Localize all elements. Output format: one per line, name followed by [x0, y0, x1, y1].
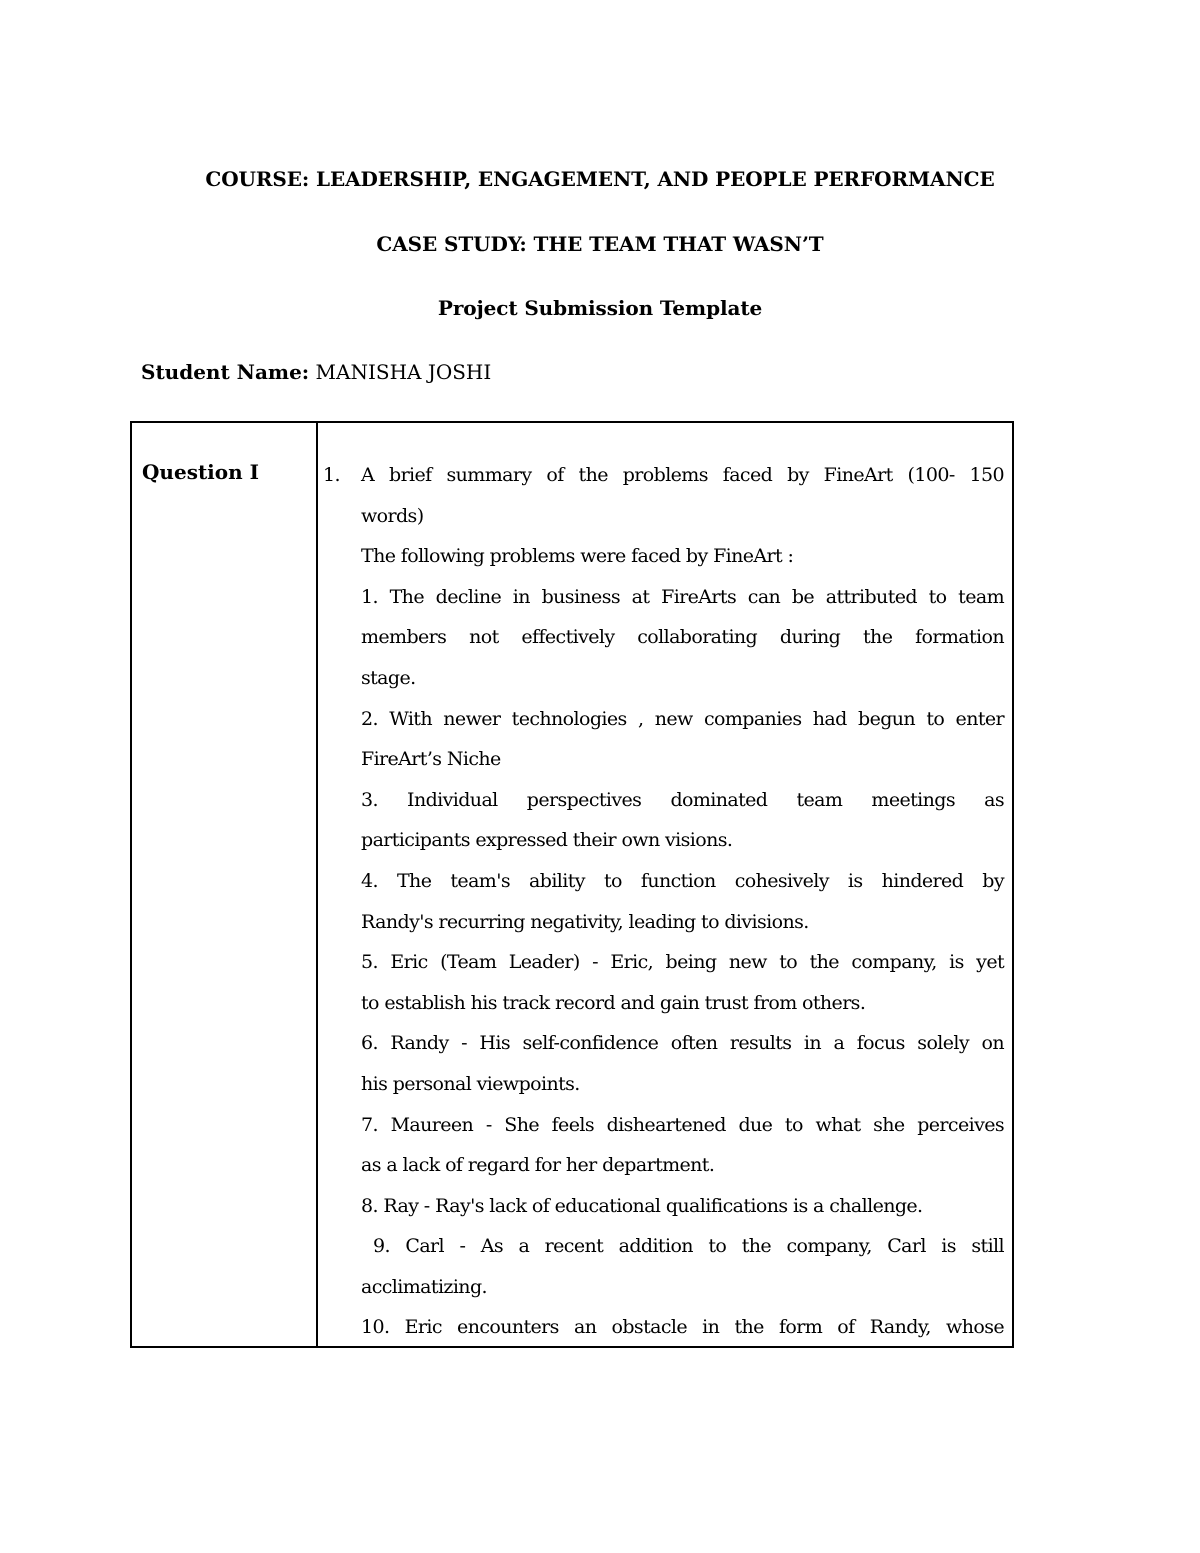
answer-line: his personal viewpoints.: [361, 1072, 580, 1095]
answer-line: [323, 455, 1004, 496]
student-name-label: Student Name:: [141, 360, 310, 384]
answer-line: as a lack of regard for her department.: [361, 1154, 715, 1177]
list-marker: 1.: [323, 464, 340, 486]
answer-line: 4. The team's ability to function cohesively is hindered by: [361, 869, 1004, 892]
answer-line: acclimatizing.: [361, 1275, 487, 1298]
case-study-title: CASE STUDY: THE TEAM THAT WASN’T: [376, 232, 824, 256]
student-name-line: [141, 359, 491, 385]
answer-line: 5. Eric (Team Leader) - Eric, being new to the company, is yet: [361, 951, 1004, 974]
answer-line: members not effectively collaborating during the formation: [361, 626, 1004, 649]
course-title: COURSE: LEADERSHIP, ENGAGEMENT, AND PEOPLE PERFORMANCE: [205, 167, 995, 191]
answer-line: stage.: [361, 666, 416, 689]
question-label: Question I: [142, 460, 259, 484]
answer-line: 7. Maureen - She feels disheartened due to what she perceives: [361, 1113, 1004, 1136]
answer-line: Randy's recurring negativity, leading to divisions.: [361, 910, 809, 933]
answer-line: words): [361, 504, 424, 527]
template-title: Project Submission Template: [437, 296, 763, 320]
answer-line: to establish his track record and gain trust from others.: [361, 991, 866, 1014]
answer-cell: [323, 455, 1004, 1345]
answer-line: The following problems were faced by FineArt :: [361, 545, 794, 568]
student-name-value: MANISHA JOSHI: [315, 360, 492, 384]
answer-line: 3. Individual perspectives dominated team meetings as: [361, 788, 1004, 811]
answer-line: FireArt’s Niche: [361, 748, 501, 771]
answer-line-text: A brief summary of the problems faced by FineArt (100- 150: [361, 464, 1004, 486]
table-column-divider: [316, 423, 318, 1346]
answer-line: 8. Ray - Ray's lack of educational qualifications is a challenge.: [361, 1194, 923, 1217]
answer-table: [130, 421, 1014, 1348]
answer-line: 9. Carl - As a recent addition to the company, Carl is still: [373, 1235, 1004, 1258]
answer-line: 1. The decline in business at FireArts can be attributed to team: [361, 585, 1004, 608]
answer-line: 6. Randy - His self-confidence often results in a focus solely on: [361, 1032, 1004, 1055]
answer-line: 2. With newer technologies , new companies had begun to enter: [361, 707, 1004, 730]
answer-line: participants expressed their own visions.: [361, 829, 733, 852]
answer-line: 10. Eric encounters an obstacle in the form of Randy, whose: [361, 1316, 1004, 1339]
